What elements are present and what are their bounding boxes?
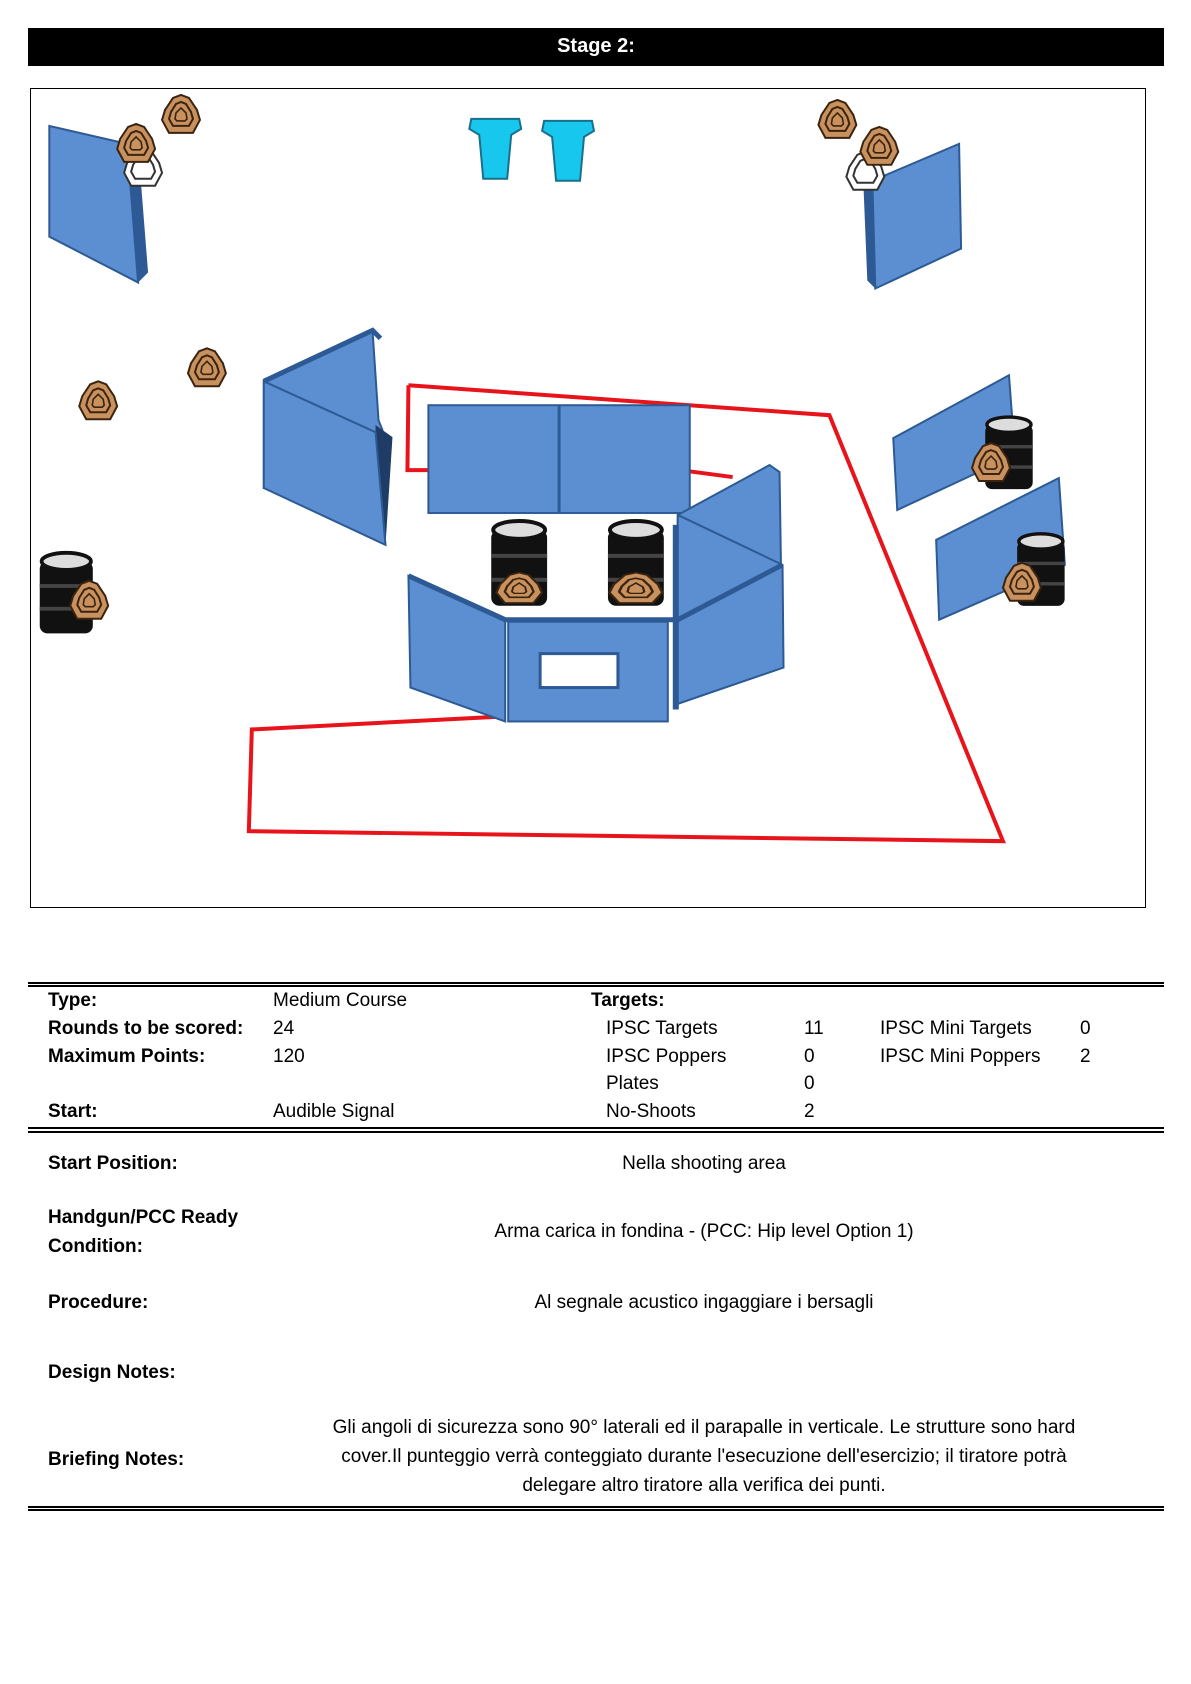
info-mid-rule-2: [28, 1131, 1164, 1133]
design-notes-label: Design Notes:: [48, 1362, 176, 1383]
procedure-label: Procedure:: [48, 1292, 149, 1313]
start-position-value: Nella shooting area: [622, 1153, 786, 1174]
barrel-center-right: [608, 521, 664, 606]
stage-title-bar: [28, 28, 1164, 64]
target-top-right-1: [818, 100, 856, 138]
rounds-label: Rounds to be scored:: [48, 1018, 244, 1039]
start-value: Audible Signal: [273, 1101, 395, 1122]
ready-condition-value: Arma carica in fondina - (PCC: Hip level Option 1): [494, 1221, 914, 1242]
target-count-label: IPSC Targets: [606, 1018, 718, 1039]
target-count-value: 2: [804, 1101, 815, 1122]
briefing-notes-label: Briefing Notes:: [48, 1449, 185, 1470]
stage-diagram-svg: [31, 89, 1145, 907]
target-count-label: Plates: [606, 1073, 659, 1094]
wall-center-top: [428, 405, 689, 513]
target-top-right-2: [860, 127, 898, 165]
ready-condition-label-1: Handgun/PCC Ready: [48, 1207, 239, 1228]
target-count-value: 0: [1080, 1018, 1091, 1039]
procedure-value: Al segnale acustico ingaggiare i bersagli: [534, 1292, 874, 1313]
target-top-left-2: [117, 124, 155, 162]
stage-diagram: [30, 88, 1146, 908]
target-count-label: IPSC Mini Targets: [880, 1018, 1032, 1039]
barrel-center-left: [491, 521, 547, 606]
target-count-label: IPSC Poppers: [606, 1046, 727, 1067]
type-label: Type:: [48, 990, 98, 1011]
target-mid-left-1: [188, 348, 226, 386]
title-underline: [28, 64, 1164, 66]
briefing-line-1: Gli angoli di sicurezza sono 90° laterali ed il parapalle in verticale. Le strutture sono hard: [332, 1417, 1076, 1438]
points-value: 120: [273, 1046, 305, 1067]
briefing-line-3: delegare altro tiratore alla verifica dei punti.: [522, 1475, 886, 1496]
stage-title: Stage 2:: [557, 34, 635, 57]
target-count-value: 2: [1080, 1046, 1091, 1067]
info-top-rule: [28, 982, 1164, 987]
points-label: Maximum Points:: [48, 1046, 206, 1067]
ready-condition-label-2: Condition:: [48, 1236, 143, 1257]
target-count-value: 0: [804, 1046, 815, 1067]
targets-label: Targets:: [591, 990, 665, 1011]
target-top-left-1: [162, 95, 200, 133]
start-position-label: Start Position:: [48, 1153, 178, 1174]
mini-popper-2: [542, 121, 594, 181]
wall-left-l: [264, 330, 393, 544]
briefing-line-2: cover.Il punteggio verrà conteggiato durante l'esecuzione dell'esercizio; il tiratore potrà: [341, 1446, 1067, 1467]
info-mid-rule-1: [28, 1127, 1164, 1129]
target-count-label: No-Shoots: [606, 1101, 696, 1122]
target-count-value: 11: [804, 1018, 824, 1039]
target-mid-left-2: [79, 381, 117, 419]
mini-popper-1: [469, 119, 521, 179]
target-count-label: IPSC Mini Poppers: [880, 1046, 1041, 1067]
rounds-value: 24: [273, 1018, 295, 1039]
type-value: Medium Course: [273, 990, 408, 1011]
target-count-value: 0: [804, 1073, 815, 1094]
start-label: Start:: [48, 1101, 98, 1122]
briefing-notes-value: [273, 1413, 1135, 1500]
info-bottom-rule: [28, 1506, 1164, 1511]
